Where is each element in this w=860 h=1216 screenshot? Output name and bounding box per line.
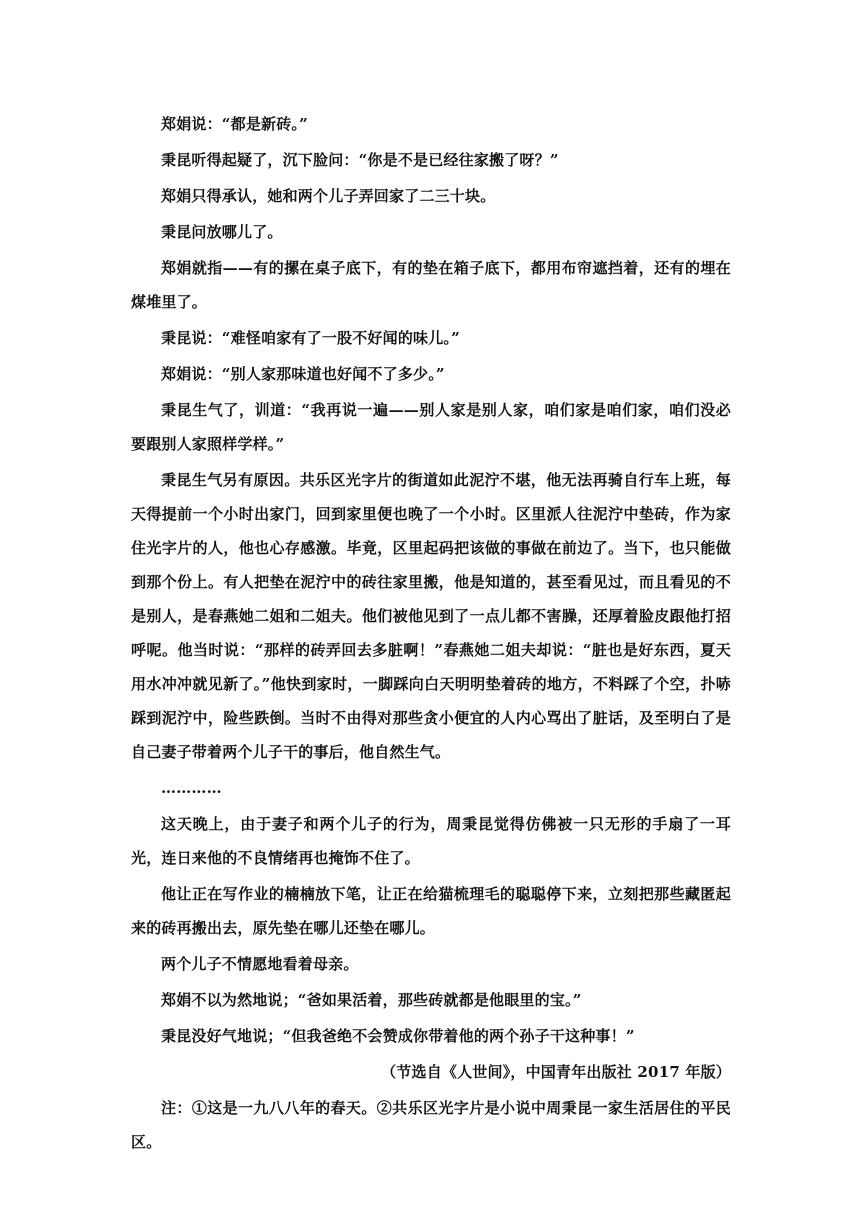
paragraph: 郑娟只得承认，她和两个儿子弄回家了二三十块。 [161,187,496,205]
paragraph: 秉昆没好气地说；“但我爸绝不会赞成你带着他的两个孙子干这种事！” [161,1027,635,1045]
source-citation: （节选自《人世间》，中国青年出版社 2017 年版） [381,1063,731,1081]
paragraph: 秉昆生气另有原因。共乐区光字片的街道如此泥泞不堪，他无法再骑自行车上班，每天得提前一个小时出家门，回到家里便也晚了一个小时。区里派人往泥泞中垫砖，作为家住光字片的人，他也心存感激。毕竟，区里起码把该做的事做在前边了。当下，也只能做到那个份上。有人把垫在泥泞中的砖往家里搬，他是知道的，甚至看见过，而且看见的不是别人，是春燕她二姐和二姐夫。他们被他见到了一点儿都不害臊，还厚着脸皮跟他打招呼呢。他当时说：“那样的砖弄回去多脏啊！”春燕她二姐夫却说：“脏也是好东西，夏天用水冲冲就见新了。”他快到家时，一脚踩向白天明明垫着砖的地方，不料踩了个空，扑哧踩到泥泞中，险些跌倒。当时不由得对那些贪小便宜的人内心骂出了脏话，及至明白了是自己妻子带着两个儿子干的事后，他自然生气。 [131,471,731,761]
paragraph: 秉昆生气了，训道：“我再说一遍——别人家是别人家，咱们家是咱们家，咱们没必要跟别人家照样学样。” [131,401,731,453]
document-page [131,107,731,1161]
paragraph: 他让正在写作业的楠楠放下笔，让正在给猫梳理毛的聪聪停下来，立刻把那些藏匿起来的砖再搬出去，原先垫在哪儿还垫在哪儿。 [131,885,731,937]
paragraph: 秉昆问放哪儿了。 [161,223,283,241]
paragraph: 两个儿子不情愿地看着母亲。 [161,955,359,973]
paragraph: 郑娟说：“都是新砖。” [161,115,308,133]
paragraph: 郑娟就指——有的摞在桌子底下，有的垫在箱子底下，都用布帘遮挡着，还有的埋在煤堆里了。 [131,259,731,311]
ellipsis-separator: ………… [161,779,222,797]
paragraph: 郑娟不以为然地说；“爸如果活着，那些砖就都是他眼里的宝。” [161,991,582,1009]
paragraph: 这天晚上，由于妻子和两个儿子的行为，周秉昆觉得仿佛被一只无形的手扇了一耳光，连日来他的不良情绪再也掩饰不住了。 [131,815,731,867]
paragraph: 秉昆说：“难怪咱家有了一股不好闻的味儿。” [161,329,460,347]
footnote: 注：①这是一九八八年的春天。②共乐区光字片是小说中周秉昆一家生活居住的平民区。 [131,1099,731,1151]
paragraph: 郑娟说：“别人家那味道也好闻不了多少。” [161,365,445,383]
paragraph: 秉昆听得起疑了，沉下脸问：“你是不是已经往家搬了呀？” [161,151,559,169]
